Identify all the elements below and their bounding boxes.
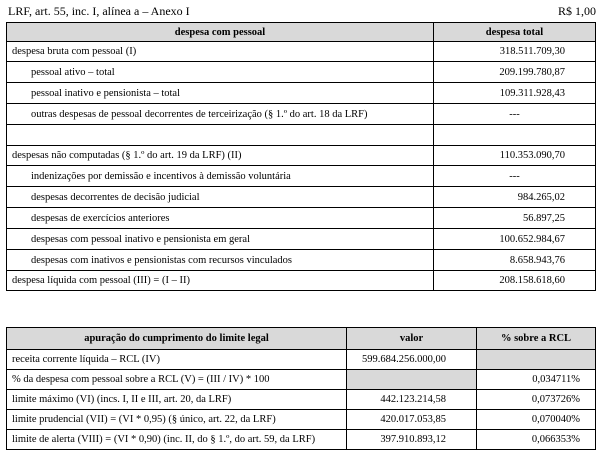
row-label: % da despesa com pessoal sobre a RCL (V) = (III / IV) * 100 (7, 370, 347, 390)
row-value: 420.017.053,85 (347, 410, 477, 430)
report-reference: LRF, art. 55, inc. I, alínea a – Anexo I (8, 4, 190, 18)
table-row (7, 390, 596, 410)
row-value: 100.652.984,67 (434, 229, 596, 250)
table-row (7, 250, 596, 271)
row-pct: 0,034711% (477, 370, 596, 390)
row-value: 208.158.618,60 (434, 271, 596, 291)
row-value: 56.897,25 (434, 208, 596, 229)
table-row (7, 229, 596, 250)
row-pct: 0,070040% (477, 410, 596, 430)
row-value: 599.684.256.000,00 (347, 350, 477, 370)
report-header (8, 4, 596, 22)
table-row (7, 187, 596, 208)
row-label: limite de alerta (VIII) = (VI * 0,90) (inc. II, do § 1.º, do art. 59, da LRF) (7, 430, 347, 450)
legal-limit-table (6, 327, 596, 450)
table-row (7, 146, 596, 166)
row-label: limite prudencial (VII) = (VI * 0,95) (§ único, art. 22, da LRF) (7, 410, 347, 430)
table-row (7, 42, 596, 62)
row-value: 8.658.943,76 (434, 250, 596, 271)
row-label: despesas de exercícios anteriores (7, 208, 434, 229)
row-value: 318.511.709,30 (434, 42, 596, 62)
row-value: 109.311.928,43 (434, 83, 596, 104)
col-header-expense: despesa com pessoal (7, 23, 434, 42)
table-row (7, 271, 596, 291)
table-row (7, 430, 596, 450)
table-row (7, 208, 596, 229)
row-label: outras despesas de pessoal decorrentes de terceirização (§ 1.º do art. 18 da LRF) (7, 104, 434, 125)
row-label: indenizações por demissão e incentivos à demissão voluntária (7, 166, 434, 187)
table-row (7, 83, 596, 104)
row-label: despesa líquida com pessoal (III) = (I – II) (7, 271, 434, 291)
col-header-pct: % sobre a RCL (477, 328, 596, 350)
table-row (7, 350, 596, 370)
row-value: 110.353.090,70 (434, 146, 596, 166)
row-label: pessoal ativo – total (7, 62, 434, 83)
row-value: --- (434, 166, 596, 187)
row-value: 442.123.214,58 (347, 390, 477, 410)
row-pct: 0,073726% (477, 390, 596, 410)
row-value: 209.199.780,87 (434, 62, 596, 83)
personnel-expense-table (6, 22, 596, 291)
row-label: limite máximo (VI) (incs. I, II e III, art. 20, da LRF) (7, 390, 347, 410)
row-label: despesas com inativos e pensionistas com recursos vinculados (7, 250, 434, 271)
table-row (7, 410, 596, 430)
row-pct: 0,066353% (477, 430, 596, 450)
row-label: despesa bruta com pessoal (I) (7, 42, 434, 62)
col-header-total: despesa total (434, 23, 596, 42)
row-value: 397.910.893,12 (347, 430, 477, 450)
row-value: --- (434, 104, 596, 125)
col-header-verification: apuração do cumprimento do limite legal (7, 328, 347, 350)
table-row (7, 62, 596, 83)
blank-row (7, 125, 596, 146)
row-label: despesas com pessoal inativo e pensionista em geral (7, 229, 434, 250)
table-row (7, 104, 596, 125)
row-label: pessoal inativo e pensionista – total (7, 83, 434, 104)
row-pct (477, 350, 596, 370)
currency-unit: R$ 1,00 (557, 4, 596, 18)
col-header-value: valor (347, 328, 477, 350)
row-value: 984.265,02 (434, 187, 596, 208)
row-label: receita corrente líquida – RCL (IV) (7, 350, 347, 370)
table-row (7, 370, 596, 390)
table-row (7, 166, 596, 187)
blank-cell (434, 125, 596, 146)
row-value (347, 370, 477, 390)
blank-cell (7, 125, 434, 146)
row-label: despesas decorrentes de decisão judicial (7, 187, 434, 208)
row-label: despesas não computadas (§ 1.º do art. 19 da LRF) (II) (7, 146, 434, 166)
